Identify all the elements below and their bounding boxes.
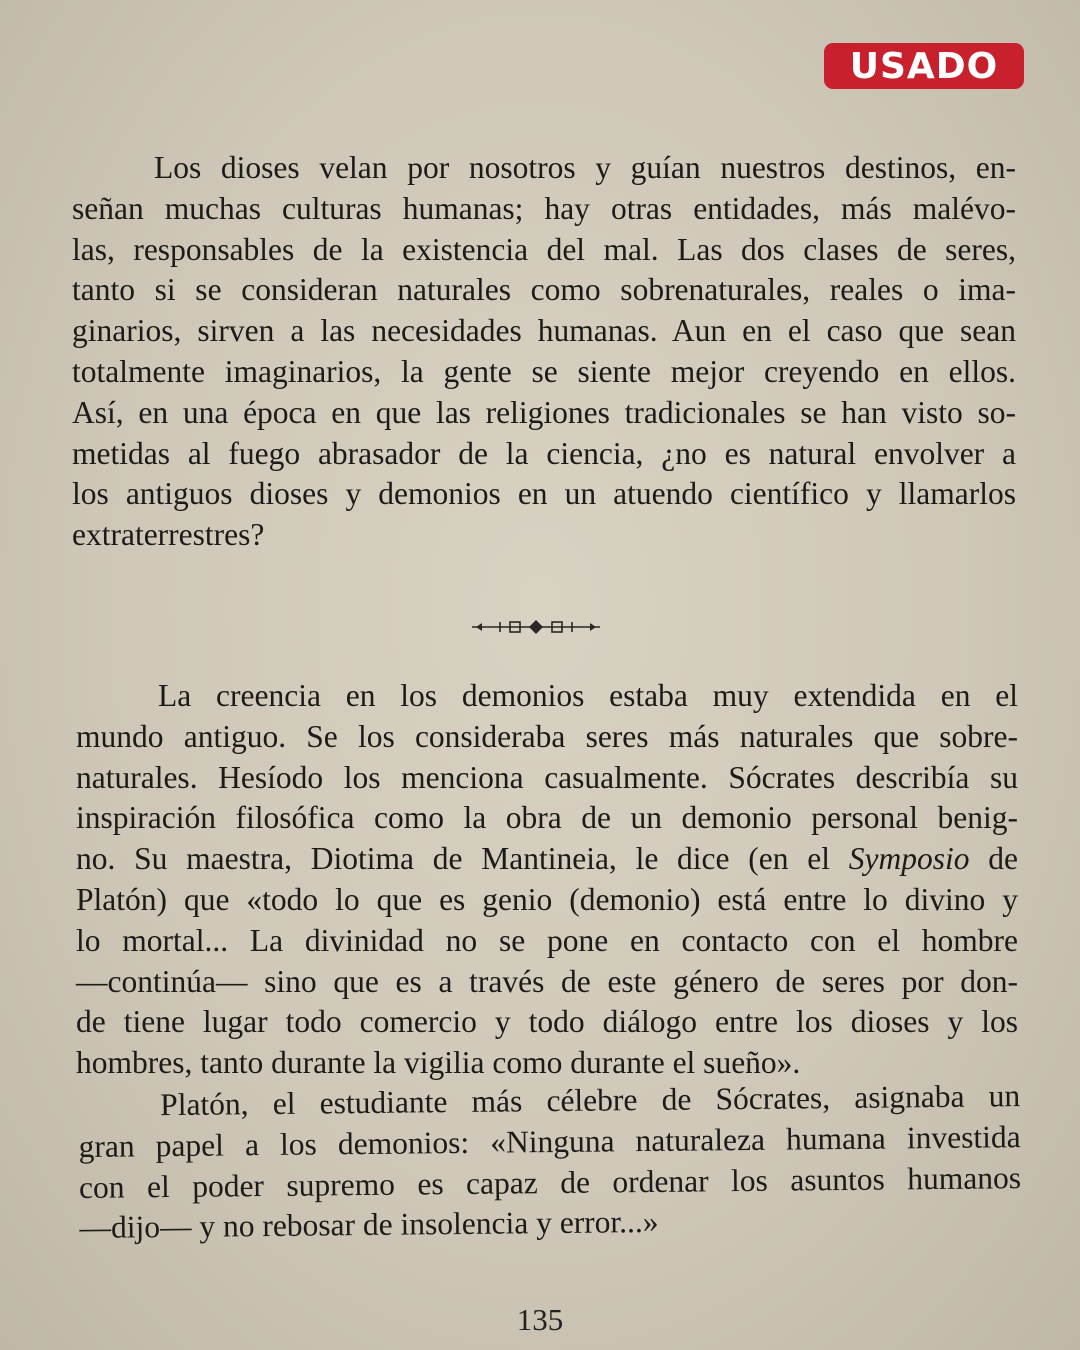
text-line: los antiguos dioses y demonios en un atuendo científico y llamarlos	[72, 476, 1016, 512]
text-segment: no. Su maestra, Diotima de Mantineia, le dice (en el	[76, 841, 849, 877]
text-line: Platón, el estudiante más célebre de Sócrates, asignaba un	[160, 1078, 1021, 1123]
section-divider	[470, 618, 602, 636]
used-badge-label: USADO	[849, 45, 999, 87]
text-line: Los dioses velan por nosotros y guían nuestros destinos, en-	[154, 150, 1016, 185]
book-title-italic: Symposio	[848, 841, 970, 877]
text-line: Así, en una época en que las religiones tradicionales se han visto so-	[72, 394, 1016, 430]
paragraph-3	[78, 1076, 1022, 1249]
text-line: mundo antiguo. Se los consideraba seres más naturales que sobre-	[76, 718, 1018, 754]
page-number: 135	[516, 1302, 564, 1337]
text-line: inspiración filosófica como la obra de un demonio personal benig-	[76, 800, 1018, 836]
text-line: hombres, tanto durante la vigilia como durante el sueño».	[76, 1045, 801, 1081]
text-line: totalmente imaginarios, la gente se siente mejor creyendo en ellos.	[72, 353, 1016, 389]
text-line: señan muchas culturas humanas; hay otras entidades, más malévo-	[72, 190, 1016, 226]
text-line: ginarios, sirven a las necesidades humanas. Aun en el caso que sean	[72, 313, 1016, 349]
text-line: metidas al fuego abrasador de la ciencia, ¿no es natural envolver a	[72, 435, 1016, 471]
text-line: las, responsables de la existencia del mal. Las dos clases de seres,	[72, 231, 1016, 267]
used-badge	[824, 43, 1024, 89]
text-segment: de	[969, 841, 1018, 877]
text-line	[76, 839, 1018, 880]
text-line: con el poder supremo es capaz de ordenar los asuntos humanos	[78, 1159, 1022, 1205]
text-line: La creencia en los demonios estaba muy extendida en el	[158, 678, 1018, 713]
text-line: de tiene lugar todo comercio y todo diálogo entre los dioses y los	[76, 1004, 1018, 1040]
text-line: naturales. Hesíodo los menciona casualmente. Sócrates describía su	[76, 759, 1018, 795]
text-line: —dijo— y no rebosar de insolencia y error...»	[79, 1204, 659, 1246]
text-line: extraterrestres?	[72, 517, 265, 553]
text-line: gran papel a los demonios: «Ninguna naturaleza humana investida	[78, 1118, 1021, 1164]
paragraph-1	[72, 148, 1016, 556]
paragraph-2	[76, 676, 1018, 1084]
text-line: —continúa— sino que es a través de este género de seres por don-	[76, 963, 1018, 999]
text-line: Platón) que «todo lo que es genio (demonio) está entre lo divino y	[76, 881, 1018, 917]
bleed-through-text	[70, 0, 1020, 40]
text-line: tanto si se consideran naturales como sobrenaturales, reales o ima-	[72, 272, 1016, 308]
text-line: lo mortal... La divinidad no se pone en contacto con el hombre	[76, 922, 1018, 958]
